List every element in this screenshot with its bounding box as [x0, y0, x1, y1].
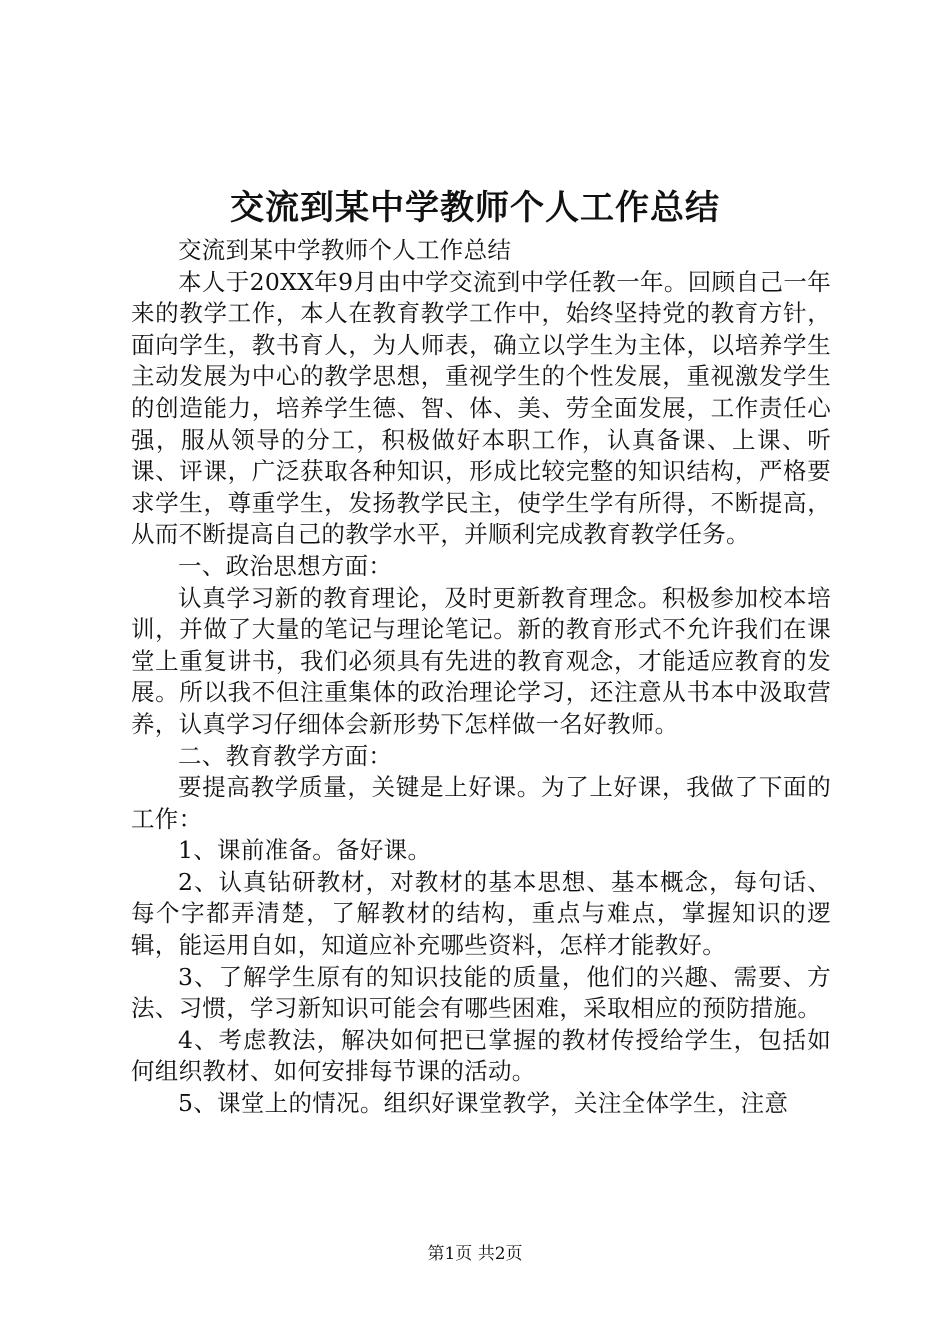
page-number: 第1页 [427, 1244, 473, 1264]
section-heading-teaching: 二、教育教学方面： [178, 741, 393, 770]
list-item-5: 5、课堂上的情况。组织好课堂教学，关注全体学生，注意 [178, 1089, 789, 1118]
document-title: 交流到某中学教师个人工作总结 [230, 188, 720, 228]
section-heading-political: 一、政治思想方面： [178, 551, 393, 580]
list-item-2: 2、认真钻研教材，对教材的基本思想、基本概念，每句话、每个字都弄清楚，了解教材的结构，重点与难点，掌握知识的逻辑，能运用自如，知道应补充哪些资料，怎样才能教好。 [131, 867, 831, 960]
page-total: 共2页 [477, 1244, 523, 1264]
list-item-4: 4、考虑教法，解决如何把已掌握的教材传授给学生，包括如何组织教材、如何安排每节课的活动。 [131, 1025, 831, 1086]
list-item-3: 3、了解学生原有的知识技能的质量，他们的兴趣、需要、方法、习惯，学习新知识可能会有哪些困难，采取相应的预防措施。 [131, 962, 831, 1023]
page-footer [0, 1242, 950, 1266]
paragraph-subtitle: 交流到某中学教师个人工作总结 [178, 236, 512, 264]
paragraph-intro: 本人于20XX年9月由中学交流到中学任教一年。回顾自己一年来的教学工作，本人在教育教学工作中，始终坚持党的教育方针，面向学生，教书育人，为人师表，确立以学生为主体，以培养学生主动发展为中心的教学思想，重视学生的个性发展，重视激发学生的创造能力，培养学生德、智、体、美、劳全面发展，工作责任心强，服从领导的分工，积极做好本职工作，认真备课、上课、听课、评课，广泛获取各种知识，形成比较完整的知识结构，严格要求学生，尊重学生，发扬教学民主，使学生学有所得，不断提高，从而不断提高自己的教学水平，并顺利完成教育教学任务。 [131, 267, 831, 549]
paragraph-political: 认真学习新的教育理论，及时更新教育理念。积极参加校本培训，并做了大量的笔记与理论笔记。新的教育形式不允许我们在课堂上重复讲书，我们必须具有先进的教育观念，才能适应教育的发展。所以我不但注重集体的政治理论学习，还注意从书本中汲取营养，认真学习仔细体会新形势下怎样做一名好教师。 [131, 583, 831, 738]
list-item-1: 1、课前准备。备好课。 [178, 836, 432, 865]
paragraph-teaching-intro: 要提高教学质量，关键是上好课。为了上好课，我做了下面的工作： [131, 773, 831, 833]
document-body [131, 235, 831, 1120]
